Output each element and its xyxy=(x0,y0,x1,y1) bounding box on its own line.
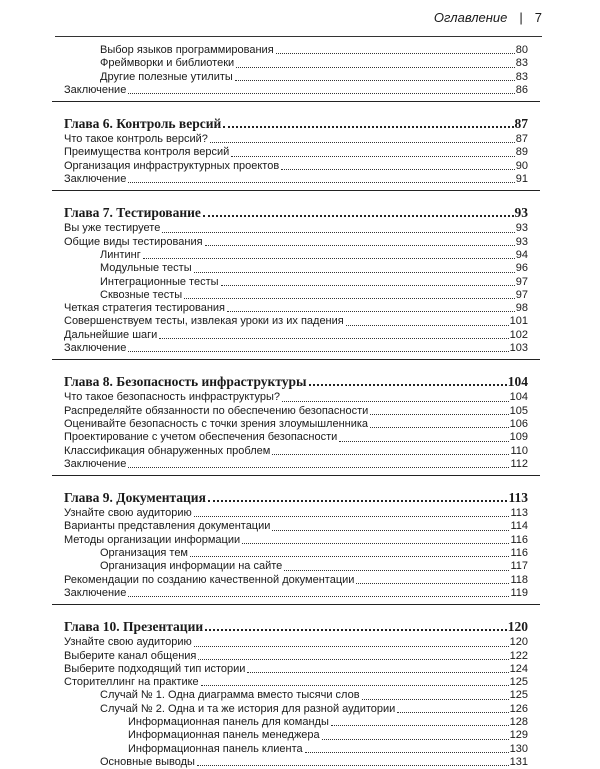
entry-page: 103 xyxy=(509,342,528,355)
entry-title: Другие полезные утилиты xyxy=(100,70,233,83)
dot-leader xyxy=(197,765,509,766)
toc-chapter[interactable] xyxy=(64,114,528,133)
toc-entry[interactable] xyxy=(64,458,528,471)
toc-entry[interactable] xyxy=(64,716,528,729)
dot-leader xyxy=(194,516,510,517)
chapter-divider xyxy=(52,101,540,102)
toc-entry[interactable] xyxy=(64,84,528,97)
entry-title: Методы организации информации xyxy=(64,533,241,546)
entry-page: 94 xyxy=(515,248,528,261)
dot-leader xyxy=(276,53,515,54)
dot-leader xyxy=(190,556,509,557)
entry-page: 83 xyxy=(515,57,528,70)
toc-entry[interactable] xyxy=(64,418,528,431)
toc-entry[interactable] xyxy=(64,676,528,689)
toc-entry[interactable] xyxy=(64,146,528,159)
chapter-divider xyxy=(52,359,540,360)
entry-page: 104 xyxy=(509,391,528,404)
dot-leader xyxy=(242,543,509,544)
entry-title: Глава 10. Презентации xyxy=(64,619,204,635)
entry-page: 118 xyxy=(510,573,528,586)
toc-entry[interactable] xyxy=(64,173,528,186)
dot-leader xyxy=(223,126,513,128)
entry-page: 125 xyxy=(509,676,528,689)
entry-page: 93 xyxy=(514,205,528,221)
dot-leader xyxy=(370,414,508,415)
entry-page: 83 xyxy=(515,70,528,83)
dot-leader xyxy=(184,298,515,299)
entry-title: Организация инфраструктурных проектов xyxy=(64,159,280,172)
entry-title: Выберите подходящий тип истории xyxy=(64,662,246,675)
chapter-divider xyxy=(52,604,540,605)
entry-title: Информационная панель менеджера xyxy=(128,729,320,742)
toc-entry[interactable] xyxy=(64,650,528,663)
toc-entry[interactable] xyxy=(64,289,528,302)
dot-leader xyxy=(194,646,509,647)
entry-title: Основные выводы xyxy=(100,755,195,768)
toc-chapter[interactable] xyxy=(64,203,528,222)
toc-entry[interactable] xyxy=(64,431,528,444)
entry-page: 104 xyxy=(507,374,528,390)
toc-entry[interactable] xyxy=(64,133,528,146)
entry-title: Организация тем xyxy=(100,547,188,560)
dot-leader xyxy=(309,384,507,386)
entry-title: Рекомендации по созданию качественной документации xyxy=(64,573,355,586)
toc-entry[interactable] xyxy=(64,276,528,289)
dot-leader xyxy=(272,530,509,531)
dot-leader xyxy=(159,338,508,339)
toc-entry[interactable] xyxy=(64,534,528,547)
dot-leader xyxy=(235,80,515,81)
entry-title: Интеграционные тесты xyxy=(100,275,219,288)
entry-title: Фреймворки и библиотеки xyxy=(100,57,235,70)
dot-leader xyxy=(227,311,515,312)
entry-page: 102 xyxy=(509,328,528,341)
toc-entry[interactable] xyxy=(64,249,528,262)
dot-leader xyxy=(272,454,509,455)
toc-entry[interactable] xyxy=(64,315,528,328)
header-title: Оглавление xyxy=(433,10,508,25)
toc-entry[interactable] xyxy=(64,57,528,70)
entry-page: 128 xyxy=(509,715,528,728)
entry-page: 96 xyxy=(515,262,528,275)
entry-page: 93 xyxy=(515,222,528,235)
entry-page: 87 xyxy=(514,116,528,132)
entry-title: Глава 8. Безопасность инфраструктуры xyxy=(64,374,307,390)
entry-page: 130 xyxy=(509,742,528,755)
running-header xyxy=(55,10,542,37)
entry-title: Совершенствуем тесты, извлекая уроки из их падения xyxy=(64,315,344,328)
entry-page: 80 xyxy=(515,44,528,56)
entry-page: 129 xyxy=(509,729,528,742)
toc-entry[interactable] xyxy=(64,663,528,676)
entry-page: 89 xyxy=(515,146,528,159)
entry-page: 116 xyxy=(510,533,528,546)
entry-title: Что такое безопасность инфраструктуры? xyxy=(64,391,281,404)
toc-entry[interactable] xyxy=(64,222,528,235)
entry-title: Случай № 1. Одна диаграмма вместо тысячи слов xyxy=(100,689,360,702)
entry-title: Заключение xyxy=(64,173,127,186)
toc-entry[interactable] xyxy=(64,560,528,573)
toc-entry[interactable] xyxy=(64,262,528,275)
entry-page: 97 xyxy=(515,275,528,288)
toc-entry[interactable] xyxy=(64,405,528,418)
entry-page: 109 xyxy=(509,431,528,444)
dot-leader xyxy=(162,232,514,233)
entry-page: 97 xyxy=(515,288,528,301)
dot-leader xyxy=(231,156,514,157)
entry-page: 113 xyxy=(508,490,528,506)
entry-title: Вы уже тестируете xyxy=(64,222,161,235)
dot-leader xyxy=(128,351,508,352)
entry-page: 122 xyxy=(509,649,528,662)
toc-entry[interactable] xyxy=(64,743,528,756)
entry-title: Сторителлинг на практике xyxy=(64,676,199,689)
entry-page: 114 xyxy=(510,520,528,533)
dot-leader xyxy=(346,325,509,326)
toc-entry[interactable] xyxy=(64,703,528,716)
dot-leader xyxy=(397,712,508,713)
dot-leader xyxy=(128,182,514,183)
dot-leader xyxy=(198,659,508,660)
entry-title: Преимущества контроля версий xyxy=(64,146,230,159)
toc-chapter[interactable] xyxy=(64,617,528,636)
entry-title: Случай № 2. Одна и та же история для разной аудитории xyxy=(100,702,396,715)
dot-leader xyxy=(221,285,515,286)
entry-page: 117 xyxy=(510,560,528,573)
entry-page: 112 xyxy=(510,457,528,470)
dot-leader xyxy=(205,245,515,246)
toc-chapter[interactable] xyxy=(64,488,528,507)
dot-leader xyxy=(322,739,509,740)
chapter-divider xyxy=(52,475,540,476)
toc-entry[interactable] xyxy=(64,391,528,404)
entry-page: 131 xyxy=(509,755,528,768)
toc-entry[interactable] xyxy=(64,160,528,173)
dot-leader xyxy=(305,752,509,753)
toc-entry[interactable] xyxy=(64,329,528,342)
toc-entry[interactable] xyxy=(64,636,528,649)
page-number: 7 xyxy=(534,10,542,25)
dot-leader xyxy=(339,441,508,442)
entry-page: 91 xyxy=(515,173,528,186)
entry-page: 125 xyxy=(509,689,528,702)
dot-leader xyxy=(128,467,509,468)
dot-leader xyxy=(143,258,515,259)
header-separator: | xyxy=(519,10,523,25)
toc-entry[interactable] xyxy=(64,445,528,458)
entry-title: Линтинг xyxy=(100,248,141,261)
entry-page: 119 xyxy=(510,586,528,599)
entry-title: Глава 7. Тестирование xyxy=(64,205,201,221)
dot-leader xyxy=(331,725,509,726)
table-of-contents xyxy=(64,44,528,769)
entry-title: Классификация обнаруженных проблем xyxy=(64,444,271,457)
dot-leader xyxy=(208,500,508,502)
dot-leader xyxy=(128,93,514,94)
toc-entry[interactable] xyxy=(64,547,528,560)
entry-page: 101 xyxy=(509,315,528,328)
entry-title: Информационная панель для команды xyxy=(128,715,329,728)
dot-leader xyxy=(236,67,515,68)
entry-page: 98 xyxy=(515,302,528,315)
chapter-divider xyxy=(52,190,540,191)
entry-title: Заключение xyxy=(64,342,127,355)
entry-title: Оценивайте безопасность с точки зрения злоумышленника xyxy=(64,417,369,430)
dot-leader xyxy=(362,699,509,700)
toc-entry[interactable] xyxy=(64,302,528,315)
entry-page: 120 xyxy=(507,619,528,635)
dot-leader xyxy=(205,629,507,631)
dot-leader xyxy=(203,215,514,217)
toc-entry[interactable] xyxy=(64,520,528,533)
dot-leader xyxy=(201,685,509,686)
dot-leader xyxy=(210,142,515,143)
entry-page: 110 xyxy=(510,444,528,457)
toc-entry[interactable] xyxy=(64,236,528,249)
entry-title: Заключение xyxy=(64,586,127,599)
dot-leader xyxy=(281,169,515,170)
entry-page: 106 xyxy=(509,417,528,430)
entry-title: Глава 6. Контроль версий xyxy=(64,116,222,132)
toc-entry[interactable] xyxy=(64,756,528,769)
entry-page: 93 xyxy=(515,235,528,248)
entry-page: 126 xyxy=(509,702,528,715)
entry-title: Варианты представления документации xyxy=(64,520,271,533)
toc-entry[interactable] xyxy=(64,342,528,355)
entry-title: Сквозные тесты xyxy=(100,288,183,301)
toc-entry[interactable] xyxy=(64,507,528,520)
entry-title: Выбор языков программирования xyxy=(100,44,274,56)
entry-page: 87 xyxy=(515,133,528,146)
entry-page: 86 xyxy=(515,83,528,96)
dot-leader xyxy=(282,401,509,402)
entry-title: Модульные тесты xyxy=(100,262,192,275)
entry-title: Глава 9. Документация xyxy=(64,490,206,506)
toc-entry[interactable] xyxy=(64,689,528,702)
toc-entry[interactable] xyxy=(64,587,528,600)
toc-chapter[interactable] xyxy=(64,372,528,391)
entry-title: Узнайте свою аудиторию xyxy=(64,636,192,649)
dot-leader xyxy=(194,272,515,273)
entry-page: 105 xyxy=(509,404,528,417)
entry-page: 116 xyxy=(510,547,528,560)
dot-leader xyxy=(284,570,509,571)
dot-leader xyxy=(356,583,509,584)
dot-leader xyxy=(370,427,509,428)
entry-title: Выберите канал общения xyxy=(64,649,197,662)
entry-title: Распределяйте обязанности по обеспечению безопасности xyxy=(64,404,369,417)
entry-page: 124 xyxy=(509,662,528,675)
entry-page: 120 xyxy=(509,636,528,649)
toc-entry[interactable] xyxy=(64,574,528,587)
dot-leader xyxy=(128,596,509,597)
dot-leader xyxy=(247,672,508,673)
entry-title: Общие виды тестирования xyxy=(64,235,203,248)
entry-page: 113 xyxy=(510,507,528,520)
entry-title: Заключение xyxy=(64,457,127,470)
entry-title: Организация информации на сайте xyxy=(100,560,283,573)
entry-title: Дальнейшие шаги xyxy=(64,328,158,341)
entry-title: Информационная панель клиента xyxy=(128,742,303,755)
entry-title: Что такое контроль версий? xyxy=(64,133,208,146)
toc-entry[interactable] xyxy=(64,44,528,57)
entry-title: Заключение xyxy=(64,83,127,96)
entry-page: 90 xyxy=(515,159,528,172)
toc-entry[interactable] xyxy=(64,71,528,84)
entry-title: Четкая стратегия тестирования xyxy=(64,302,226,315)
entry-title: Проектирование с учетом обеспечения безопасности xyxy=(64,431,338,444)
entry-title: Узнайте свою аудиторию xyxy=(64,507,192,520)
toc-entry[interactable] xyxy=(64,729,528,742)
